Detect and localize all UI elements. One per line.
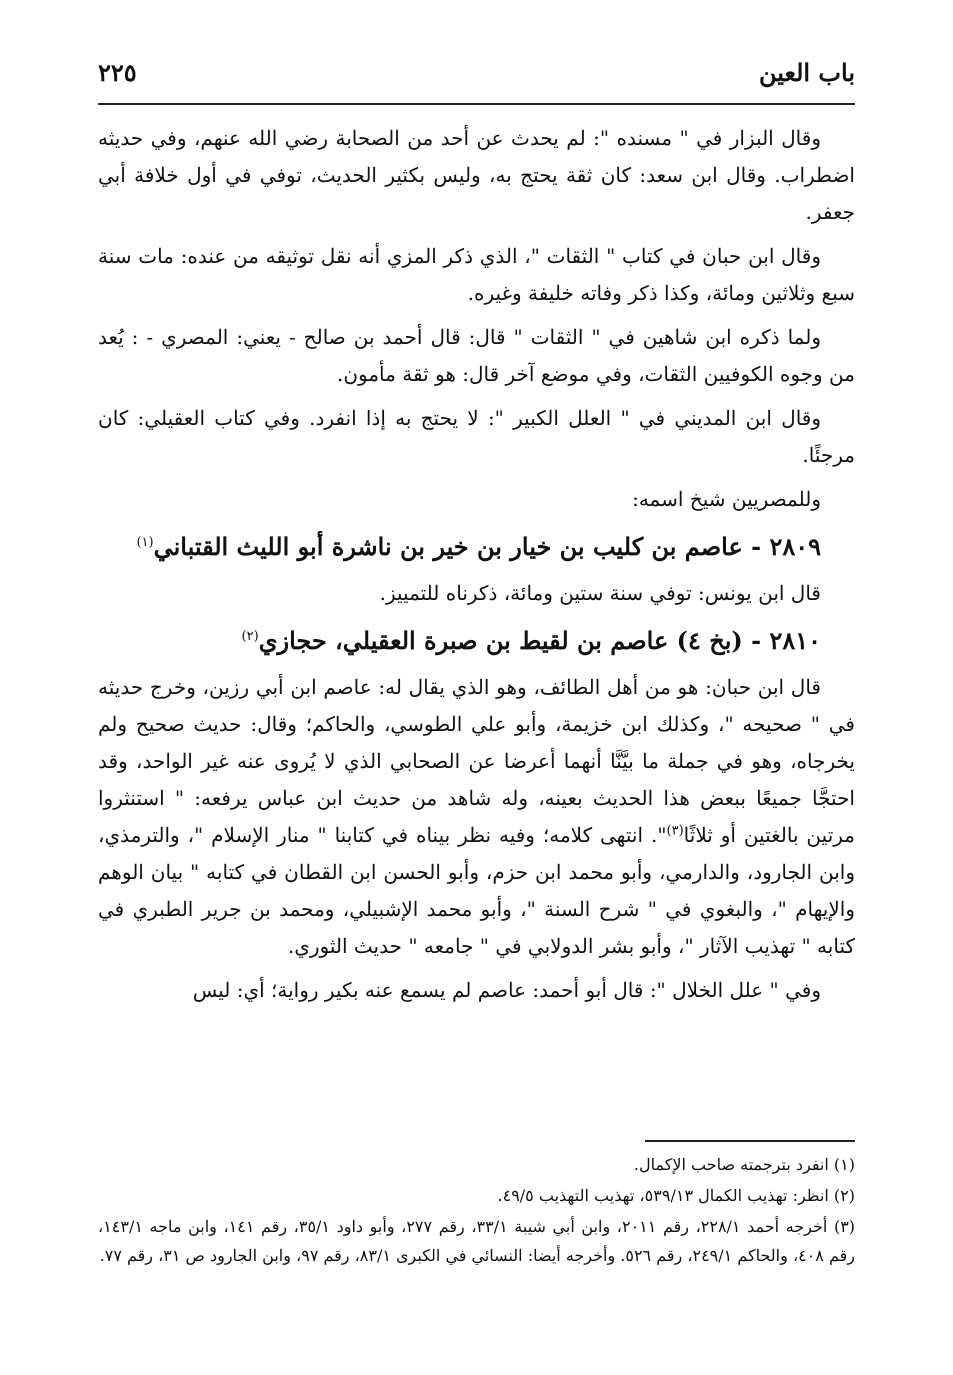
entry-heading-2810 xyxy=(98,619,855,663)
entry-heading-text: ٢٨١٠ - (بخ ٤) عاصم بن لقيط بن صبرة العقيلي، حجازي xyxy=(258,626,821,655)
footnote-2: (٢) انظر: تهذيب الكمال ٥٣٩/١٣، تهذيب التهذيب ٤٩/٥. xyxy=(497,1186,855,1205)
page-header xyxy=(98,58,855,100)
paragraph-text: قال ابن حبان: هو من أهل الطائف، وهو الذي يقال له: عاصم ابن أبي رزين، وخرج حديثه في " صحيحه "، وكذلك ابن خزيمة، وأبو علي الطوسي، والحاكم؛ وقال: حديث صحيح ولم يخرجاه، وهو في جملة ما بيَّنَّا أنهما أعرضا عن الصحابي الذي لا يُروى عنه غير الواحد، وقد احتجَّا جميعًا ببعض هذا الحديث بعينه، وله شاهد من حديث ابن عباس يرفعه: " استنثروا مرتين بالغتين أو ثلاثًا xyxy=(98,675,856,847)
footnote-3: (٣) أخرجه أحمد ٢٢٨/١، رقم ٢٠١١، وابن أبي شيبة ٣٣/١، رقم ٢٧٧، وأبو داود ٣٥/١، رقم ١٤١، وابن ماجه ١٤٣/١، رقم ٤٠٨، والحاكم ٢٤٩/١، رقم ٥٢٦. وأخرجه أيضا: النسائي في الكبرى ٨٣/١، رقم ٩٧، وابن الجارود ص ٣١، رقم ٧٧. xyxy=(98,1217,856,1265)
paragraph-khallal: وفي " علل الخلال ": قال أبو أحمد: عاصم لم يسمع عنه بكير رواية؛ أي: ليس xyxy=(192,978,821,1002)
page-body xyxy=(98,120,855,1016)
footnote-1: (١) انفرد بترجمته صاحب الإكمال. xyxy=(633,1155,855,1174)
paragraph-ibn-yunus: قال ابن يونس: توفي سنة ستين ومائة، ذكرناه للتمييز. xyxy=(379,581,821,605)
footnotes xyxy=(98,1150,855,1272)
running-section-title: باب العين xyxy=(758,58,855,87)
paragraph-ibn-al-madini: وقال ابن المديني في " العلل الكبير ": لا يحتج به إذا انفرد. وفي كتاب العقيلي: كان مرجئًا. xyxy=(98,406,855,467)
footnote-divider xyxy=(645,1140,855,1142)
paragraph-egyptian-shaykh: وللمصريين شيخ اسمه: xyxy=(632,487,821,511)
entry-heading-text: ٢٨٠٩ - عاصم بن كليب بن خيار بن خير بن ناشرة أبو الليث القتباني xyxy=(153,532,821,561)
page-number: ٢٢٥ xyxy=(98,58,137,87)
paragraph-text: ". انتهى كلامه؛ وفيه نظر بيناه في كتابنا " منار الإسلام "، والترمذي، وابن الجارود، والدارمي، وأبو محمد ابن حزم، وأبو الحسن ابن القطان في كتابه " بيان الوهم والإيهام "، والبغوي في " شرح السنة "، وأبو محمد الإشبيلي، ومحمد بن جرير الطبري في كتابه " تهذيب الآثار "، وأبو بشر الدولابي في " جامعه " حديث الثوري. xyxy=(98,823,855,958)
paragraph-ibn-hibban-ta-if xyxy=(98,669,855,965)
footnote-reference: (٢) xyxy=(241,629,259,644)
paragraph-ibn-hibban-thiqat: وقال ابن حبان في كتاب " الثقات "، الذي ذكر المزي أنه نقل توثيقه من عنده: مات سنة سبع وثلاثين ومائة، وكذا ذكر وفاته خليفة وغيره. xyxy=(98,244,855,305)
footnote-reference: (٣) xyxy=(666,823,684,839)
entry-heading-2809 xyxy=(98,525,855,569)
paragraph-bazzar: وقال البزار في " مسنده ": لم يحدث عن أحد من الصحابة رضي الله عنهم، وفي حديثه اضطراب. وقال ابن سعد: كان ثقة يحتج به، وليس بكثير الحديث، توفي في أول خلافة أبي جعفر. xyxy=(98,126,855,224)
footnote-reference: (١) xyxy=(136,535,154,550)
paragraph-ibn-shahin: ولما ذكره ابن شاهين في " الثقات " قال: قال أحمد بن صالح - يعني: المصري - : يُعد من وجوه الكوفيين الثقات، وفي موضع آخر قال: هو ثقة مأمون. xyxy=(98,325,855,386)
header-divider xyxy=(98,103,855,105)
